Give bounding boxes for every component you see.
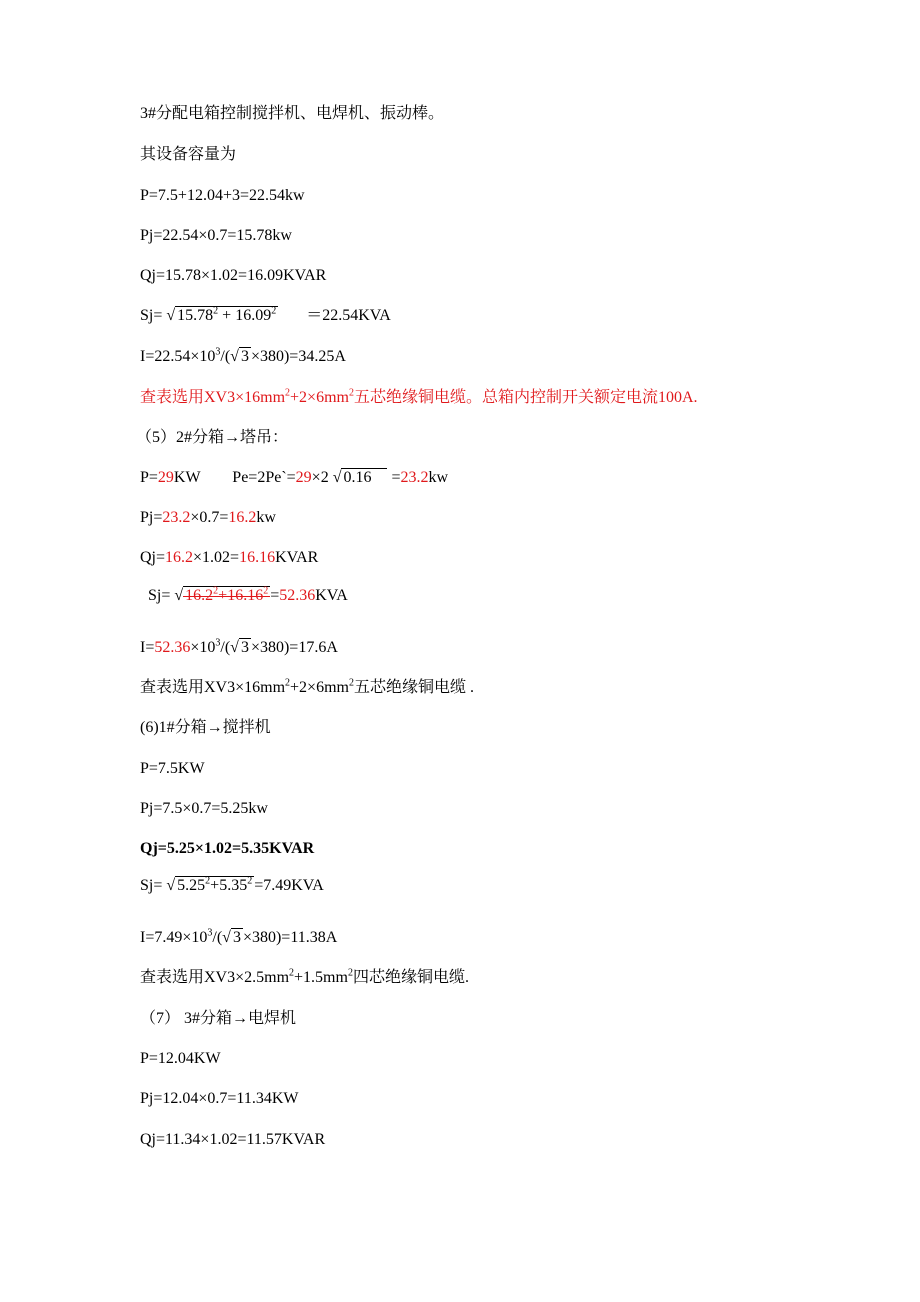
sqrt-symbol: √ xyxy=(332,469,342,486)
exponent: 2 xyxy=(348,387,354,399)
formula-text: KVAR xyxy=(275,549,319,566)
formula-p-total: P=7.5+12.04+3=22.54kw xyxy=(140,187,305,204)
formula-text: 15.78 xyxy=(177,307,214,324)
exponent: 2 xyxy=(285,387,291,399)
formula-text: ×0.7= xyxy=(190,509,229,526)
formula-value-red: 23.2 xyxy=(162,509,191,526)
formula-text: 查表选用XV3×2.5mm xyxy=(140,969,290,986)
exponent: 3 xyxy=(215,637,221,649)
formula-text: + xyxy=(218,587,228,604)
exponent: 2 xyxy=(263,585,269,597)
text-capacity-intro: 其设备容量为 xyxy=(140,146,237,163)
sqrt-symbol: √ xyxy=(230,348,239,365)
formula-qj-2 xyxy=(140,548,318,568)
formula-i-1 xyxy=(140,347,346,367)
formula-text: 5.25 xyxy=(177,877,206,894)
exponent: 3 xyxy=(207,927,213,939)
formula-pj-3: Pj=7.5×0.7=5.25kw xyxy=(140,800,268,817)
formula-text: Pe=2Pe`= xyxy=(232,469,296,486)
formula-text: ×1.02= xyxy=(193,549,240,566)
formula-text: ＝22.54KVA xyxy=(306,307,391,324)
cable-selection-2 xyxy=(140,678,474,698)
formula-text: ×380)=34.25A xyxy=(250,348,346,365)
sqrt-symbol: √ xyxy=(174,587,184,604)
formula-sj-1 xyxy=(140,306,391,326)
formula-p-tower-crane xyxy=(140,468,448,488)
exponent: 2 xyxy=(247,875,253,887)
formula-text: 16.16 xyxy=(227,587,264,604)
radicand xyxy=(175,876,254,894)
formula-text: = xyxy=(391,469,401,486)
formula-text: 五芯绝缘铜电缆 . xyxy=(353,679,474,696)
formula-text: + xyxy=(210,877,220,894)
formula-text: Qj= xyxy=(140,549,166,566)
formula-text: ×380)=17.6A xyxy=(250,639,338,656)
section-heading-7: （7） 3#分箱→电焊机 xyxy=(140,1010,297,1027)
formula-value-red: 52.36 xyxy=(279,587,316,604)
exponent: 2 xyxy=(348,677,354,689)
cable-selection-1 xyxy=(140,388,698,408)
formula-text: 查表选用XV3×16mm xyxy=(140,679,286,696)
formula-text: +2×6mm xyxy=(290,389,349,406)
formula-text: I= xyxy=(140,639,155,656)
exponent: 2 xyxy=(213,305,219,317)
formula-i-2 xyxy=(140,638,338,658)
formula-text: +2×6mm xyxy=(290,679,349,696)
formula-value-red: 16.16 xyxy=(239,549,276,566)
formula-text: ×10 xyxy=(190,639,216,656)
formula-text: + xyxy=(218,307,236,324)
radicand xyxy=(175,306,278,324)
sqrt-symbol: √ xyxy=(222,929,231,946)
exponent: 2 xyxy=(347,967,353,979)
formula-text: Sj= xyxy=(140,877,163,894)
formula-text: ×380)=11.38A xyxy=(242,929,338,946)
formula-text: KW xyxy=(173,469,201,486)
formula-text: 四芯绝缘铜电缆. xyxy=(352,969,469,986)
formula-sj-3 xyxy=(140,876,324,896)
formula-text: 查表选用XV3×16mm xyxy=(140,389,286,406)
cable-selection-3 xyxy=(140,968,469,988)
sqrt-symbol: √ xyxy=(166,307,176,324)
formula-pj-1: Pj=22.54×0.7=15.78kw xyxy=(140,227,292,244)
formula-sj-2 xyxy=(148,586,348,606)
formula-text: /( xyxy=(220,348,231,365)
formula-value-red: 16.2 xyxy=(228,509,257,526)
sqrt-symbol: √ xyxy=(230,639,239,656)
formula-pj-2 xyxy=(140,508,276,528)
section-heading-6: (6)1#分箱→搅拌机 xyxy=(140,719,271,736)
exponent: 3 xyxy=(215,346,221,358)
radicand: 3 xyxy=(232,929,241,946)
exponent: 2 xyxy=(205,875,211,887)
formula-value-red: 23.2 xyxy=(400,469,429,486)
formula-pj-4: Pj=12.04×0.7=11.34KW xyxy=(140,1090,299,1107)
radicand: 3 xyxy=(240,348,249,365)
formula-value-red: 16.2 xyxy=(165,549,194,566)
formula-text: KVA xyxy=(315,587,348,604)
radicand: 3 xyxy=(240,639,249,656)
formula-value-red: 52.36 xyxy=(154,639,191,656)
formula-text: +1.5mm xyxy=(294,969,348,986)
exponent: 2 xyxy=(289,967,295,979)
formula-text: Sj= xyxy=(148,587,171,604)
formula-qj-1: Qj=15.78×1.02=16.09KVAR xyxy=(140,267,327,284)
formula-text: 5.35 xyxy=(219,877,248,894)
formula-value-red: 29 xyxy=(157,469,174,486)
formula-text: = xyxy=(270,587,280,604)
section-heading-5: （5）2#分箱→塔吊： xyxy=(136,429,289,446)
formula-p-mixer: P=7.5KW xyxy=(140,760,205,777)
formula-value-red: 29 xyxy=(295,469,312,486)
radicand xyxy=(183,586,270,604)
formula-text: kw xyxy=(428,469,449,486)
formula-text: P= xyxy=(140,469,158,486)
formula-text: I=7.49×10 xyxy=(140,929,208,946)
formula-text: Pj= xyxy=(140,509,163,526)
heading-3-box: 3#分配电箱控制搅拌机、电焊机、振动棒。 xyxy=(140,105,445,122)
formula-text: I=22.54×10 xyxy=(140,348,216,365)
formula-text: =7.49KVA xyxy=(254,877,324,894)
exponent: 2 xyxy=(285,677,291,689)
formula-p-welder: P=12.04KW xyxy=(140,1050,221,1067)
formula-text: 五芯绝缘铜电缆。总箱内控制开关额定电流100A. xyxy=(353,389,698,406)
formula-text: Sj= xyxy=(140,307,163,324)
formula-text: 16.09 xyxy=(235,307,272,324)
formula-text: ×2 xyxy=(311,469,329,486)
formula-text: kw xyxy=(256,509,276,526)
formula-qj-4: Qj=11.34×1.02=11.57KVAR xyxy=(140,1131,326,1148)
sqrt-symbol: √ xyxy=(166,877,176,894)
radicand: 0.16 xyxy=(341,468,387,486)
formula-text: /( xyxy=(220,639,231,656)
exponent: 2 xyxy=(213,585,219,597)
formula-qj-3: Qj=5.25×1.02=5.35KVAR xyxy=(140,840,315,857)
formula-text: 16.2 xyxy=(185,587,214,604)
formula-text: /( xyxy=(212,929,223,946)
exponent: 2 xyxy=(271,305,277,317)
formula-i-3 xyxy=(140,928,337,948)
